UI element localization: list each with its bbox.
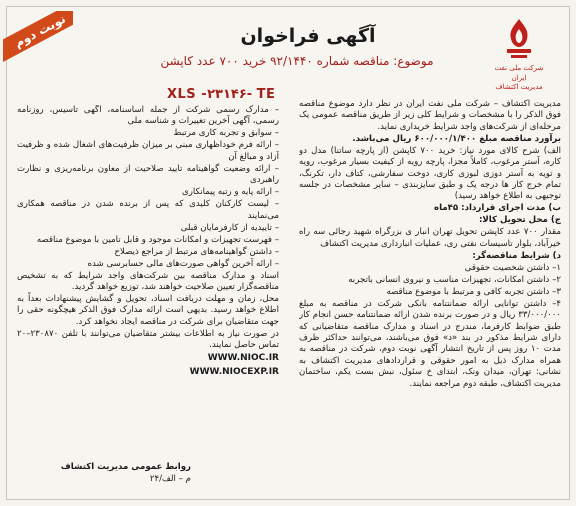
ad-frame <box>6 6 570 500</box>
schedule-note: محل، زمان و مهلت دریافت اسناد، تحویل و گشایش پیشنهادات بعداً به اطلاع خواهد رسید. بدیهی است ارائه مدارک فوق الذکر هیچگونه حقی را جهت متقاضیان برای شرکت در مناقصه ایجاد نخواهد کرد. <box>17 294 279 327</box>
item-description: الف) شرح کالای مورد نیاز: خرید ۷۰۰ کاپشن (از پارچه ساتنا) مدل دو کاره، آستر مرغوب، کاملاً مجزا، پارچه رویه از کیفیت بسیار مرغوب، رویه و تویه به آستر دوزی لبوزی کاری، دوخت سفارشی، کتاف دار، تکرنگ، تمام خرج کار ها درجه یک و طبق سایزبندی – سایر مشخصات در جلسه توجیهی به اطلاع خواهد رسید) <box>299 145 561 202</box>
flame-emblem-icon <box>499 17 539 61</box>
ad-title: آگهی فراخوان <box>240 25 376 47</box>
distribution-note: اسناد و مدارک مناقصه بین شرکت‌های واجد شرایط که به تشخیص مناقصه‌گزار تعیین صلاحیت خواهند شد، توزیع خواهد گردید. <box>17 270 279 293</box>
doc-item-10: – ارائه آخرین گواهی صورت‌های مالی حسابرسی شده <box>87 258 279 269</box>
tender-serial: XLS -۲۳۱۴۶- TE <box>167 87 276 102</box>
doc-item-5: – ارائه پایه و رتبه پیمانکاری <box>182 187 279 198</box>
footer-signature <box>31 461 191 485</box>
nioc-logo <box>487 17 551 95</box>
doc-item-4: – ارائه وضعیت گواهینامه تایید صلاحیت از معاون برنامه‌ریزی و نظارت راهبردی <box>17 163 279 186</box>
estimate-line: برآورد مناقصه مبلغ ۶۰۰/۰۰۰/۱/۴۰۰ ریال می‌باشد. <box>352 133 561 144</box>
ribbon-label: نوبت دوم <box>3 11 73 63</box>
condition-3: ۳– داشتن تجربه کافی و مرتبط با موضوع مناقصه <box>386 286 561 297</box>
logo-company-name: شرکت ملی نفت ایران <box>494 64 544 82</box>
doc-item-2: – سوابق و تجربه کاری مرتبط <box>173 128 279 139</box>
doc-item-6: – لیست کارکنان کلیدی که پس از برنده شدن در مناقصه همکاری می‌نمایند <box>17 199 279 221</box>
intro-paragraph: مدیریت اکتشاف – شرکت ملی نفت ایران در نظر دارد موضوع مناقصه فوق الذکر را با مشخصات و شرایط کلی زیر از طریق مناقصه عمومی یک مرحله‌ای از شرکت‌های واجد شرایط خریداری نماید. <box>299 99 561 132</box>
ad-subject: موضوع: مناقصه شماره ۹۲/۱۴۴۰ خرید ۷۰۰ عدد کاپشن <box>160 54 434 68</box>
doc-item-8: – فهرست تجهیزات و امکانات موجود و قابل تامین با موضوع مناقصه <box>36 234 279 245</box>
condition-2: ۲– داشتن امکانات، تجهیزات مناسب و نیروی انسانی باتجربه <box>348 274 561 285</box>
right-column <box>299 99 561 499</box>
footer-department: روابط عمومی مدیریت اکتشاف <box>60 462 191 472</box>
doc-item-7: – تاییدیه از کارفرمایان قبلی <box>180 222 279 233</box>
contact-note: در صورت نیاز به اطلاعات بیشتر متقاضیان می‌توانند با تلفن ۲۳۰۸۷۰–۲۰ تماس حاصل نمایند. <box>17 328 279 351</box>
corner-ribbon <box>3 11 73 63</box>
left-column <box>17 105 279 441</box>
url-nioc[interactable]: WWW.NIOC.IR <box>207 353 279 364</box>
doc-item-3: – ارائه فرم خوداظهاری مبنی بر میزان ظرفیت‌های اشغال شده و ظرفیت آزاد و مبالغ آن <box>17 140 279 162</box>
url-niocexp[interactable]: WWW.NIOCEXP.IR <box>189 366 279 377</box>
footer-code: م – الف/۲۴ <box>149 474 191 484</box>
delivery-heading: ج) محل تحویل کالا: <box>478 215 561 226</box>
contract-duration: ب) مدت اجرای قرارداد: ۴۵ماه <box>434 203 561 214</box>
condition-4: ۴– داشتن توانایی ارائه ضمانتنامه بانکی شرکت در مناقصه به مبلغ ۳۳/۰۰۰/۰۰۰ ریال و در صورت برنده شدن ارائه ضمانتنامه حسن انجام کار طبق ضوابط کارفرما، مندرج در اسناد و مدارک مناقصه متقاضیانی که دارای شرایط مذکور در بند «د» فوق می‌باشند، می‌توانند حداکثر ظرف مدت ۱۰ روز پس از تاریخ انتشار آگهی نوبت دوم، شرکت در مناقصه به همراه مدارک ذیل به امور حقوقی و قراردادهای مدیریت اکتشاف به نشانی: تهران، میدان ونک، ابتدای خ سئول، نبش بست یکم، ساختمان مدیریت اکتشاف، طبقه دوم مراجعه نمایند. <box>299 298 561 389</box>
doc-item-1: – مدارک رسمی شرکت از جمله اساسنامه، آگهی تاسیس، روزنامه رسمی، آگهی آخرین تغییرات و شناسه ملی <box>17 105 279 127</box>
condition-1: ۱– داشتن شخصیت حقوقی <box>464 262 561 273</box>
delivery-location: مقدار ۷۰۰ عدد کاپشن تحویل تهران انبار ی بزرگراه شهید رجائی سه راه خیرآباد، بلوار تاسیسات نفتی ری، عملیات انبارداری مدیریت اکتشاف <box>299 227 561 249</box>
conditions-heading: د) شرایط مناقصه‌گر: <box>472 250 561 261</box>
doc-item-9: – داشتن گواهینامه‌های مرتبط از مراجع ذیصلاح <box>114 246 279 257</box>
logo-department: مدیریت اکتشاف <box>495 83 543 91</box>
